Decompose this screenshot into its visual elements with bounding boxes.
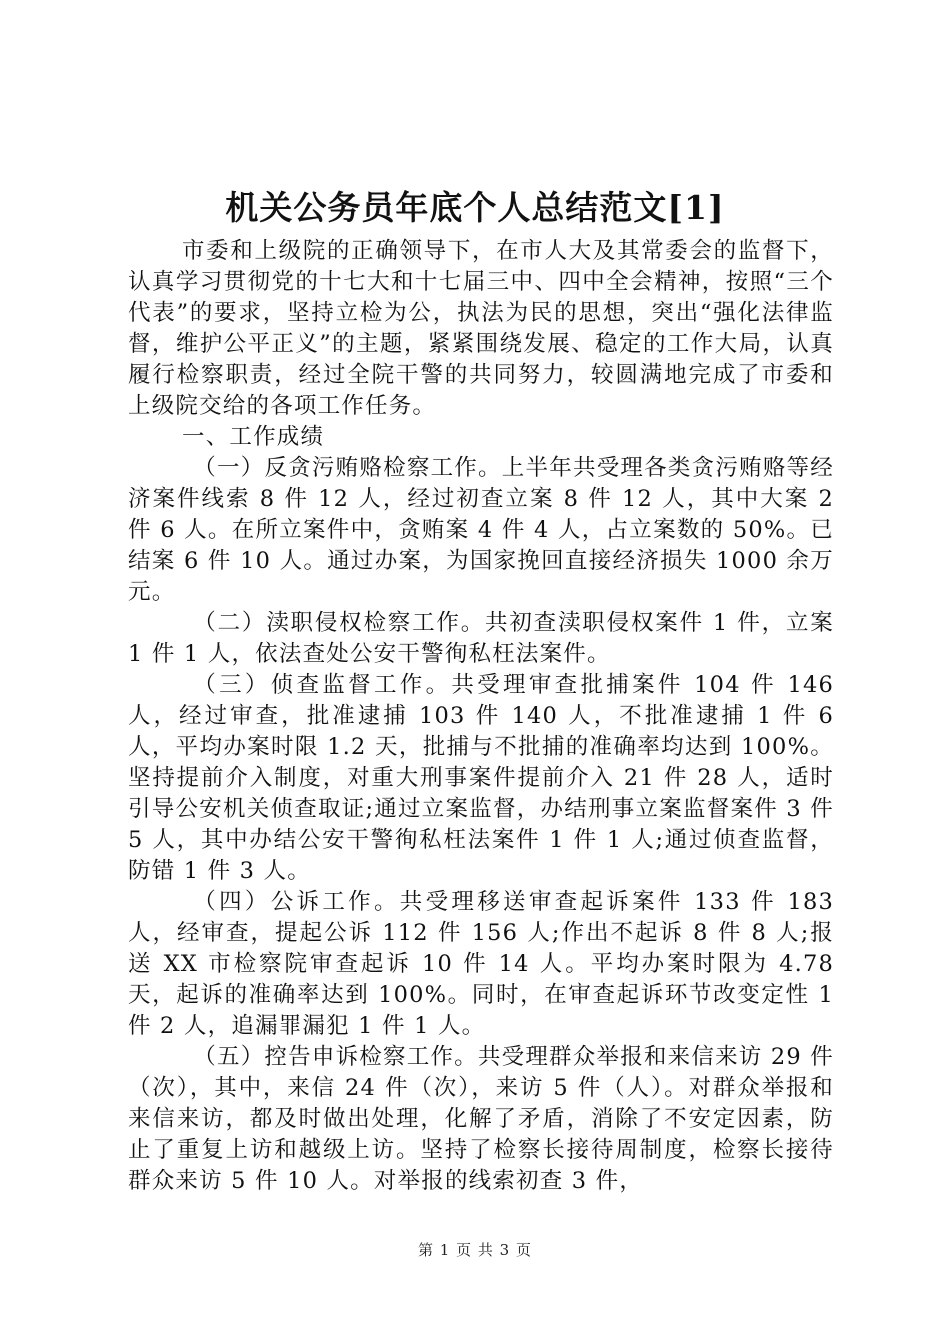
page-footer: 第 1 页 共 3 页 [418,1241,532,1259]
paragraph-complaints: （五）控告申诉检察工作。共受理群众举报和来信来访 29 件（次），其中，来信 24 件（次），来访 5 件（人）。对群众举报和来信来访，都及时做出处理，化解了矛盾，消除了不安定因素，防止了重复上访和越级上访。坚持了检察长接待周制度，检察长接待群众来访 5 件 10 人。对举报的线索初查 3 件， [128,1044,834,1194]
intro-paragraph: 市委和上级院的正确领导下，在市人大及其常委会的监督下，认真学习贯彻党的十七大和十七届三中、四中全会精神，按照“三个代表”的要求，坚持立检为公，执法为民的思想，突出“强化法律监督，维护公平正义”的主题，紧紧围绕发展、稳定的工作大局，认真履行检察职责，经过全院干警的共同努力，较圆满地完成了市委和上级院交给的各项工作任务。 [128,238,834,419]
paragraph-dereliction: （二）渎职侵权检察工作。共初查渎职侵权案件 1 件，立案 1 件 1 人，依法查处公安干警徇私枉法案件。 [128,610,834,667]
section-heading: 一、工作成绩 [182,424,325,450]
document-body [128,236,834,1197]
paragraph-investigation-supervision: （三）侦查监督工作。共受理审查批捕案件 104 件 146 人，经过审查，批准逮捕 103 件 140 人，不批准逮捕 1 件 6 人，平均办案时限 1.2 天，批捕与不批捕的准确率均达到 100%。坚持提前介入制度，对重大刑事案件提前介入 21 件 28 人，适时引导公安机关侦查取证;通过立案监督，办结刑事立案监督案件 3 件 5 人，其中办结公安干警徇私枉法案件 1 件 1 人;通过侦查监督，防错 1 件 3 人。 [128,672,834,884]
paragraph-prosecution: （四）公诉工作。共受理移送审查起诉案件 133 件 183 人，经审查，提起公诉 112 件 156 人;作出不起诉 8 件 8 人;报送 XX 市检察院审查起诉 10 件 14 人。平均办案时限为 4.78 天，起诉的准确率达到 100%。同时，在审查起诉环节改变定性 1 件 2 人，追漏罪漏犯 1 件 1 人。 [128,889,834,1039]
document-title: 机关公务员年底个人总结范文[1] [225,188,725,227]
paragraph-anti-corruption: （一）反贪污贿赂检察工作。上半年共受理各类贪污贿赂等经济案件线索 8 件 12 人，经过初查立案 8 件 12 人，其中大案 2 件 6 人。在所立案件中，贪贿案 4 件 4 人，占立案数的 50%。已结案 6 件 10 人。通过办案，为国家挽回直接经济损失 1000 余万元。 [128,455,834,605]
